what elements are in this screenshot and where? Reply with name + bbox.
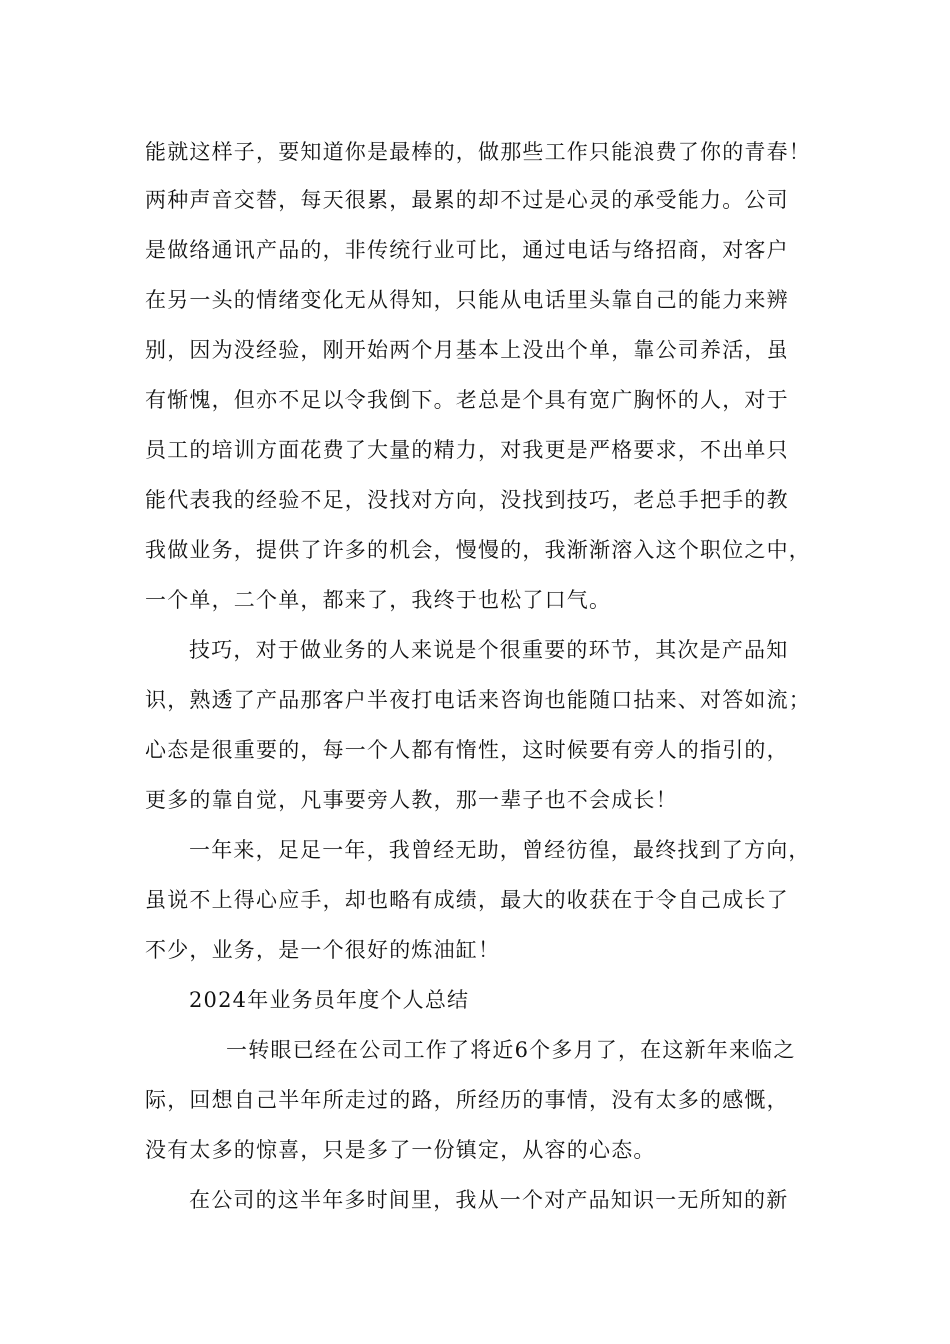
text-line: 心态是很重要的，每一个人都有惰性，这时候要有旁人的指引的， [145,738,789,762]
text-line: 能代表我的经验不足，没找对方向，没找到技巧，老总手把手的教 [145,488,789,512]
text-line: 两种声音交替，每天很累，最累的却不过是心灵的承受能力。公司 [145,188,789,212]
paragraph-start-line: 一年来，足足一年，我曾经无助，曾经彷徨，最终找到了方向， [189,838,811,862]
section-heading: 2024年业务员年度个人总结 [189,988,470,1012]
paragraph-start-line: 技巧，对于做业务的人来说是个很重要的环节，其次是产品知 [189,638,789,662]
paragraph-start-line: 在公司的这半年多时间里，我从一个对产品知识一无所知的新 [189,1188,789,1212]
text-line: 是做络通讯产品的，非传统行业可比，通过电话与络招商，对客户 [145,238,789,262]
text-line: 不少，业务，是一个很好的炼油缸！ [145,938,501,962]
text-line: 识，熟透了产品那客户半夜打电话来咨询也能随口拈来、对答如流； [145,688,811,712]
text-line: 虽说不上得心应手，却也略有成绩，最大的收获在于令自己成长了 [145,888,789,912]
text-line: 在另一头的情绪变化无从得知，只能从电话里头靠自己的能力来辨 [145,288,789,312]
text-line: 别，因为没经验，刚开始两个月基本上没出个单，靠公司养活，虽 [145,338,789,362]
text-line: 更多的靠自觉，凡事要旁人教，那一辈子也不会成长！ [145,788,678,812]
text-line: 员工的培训方面花费了大量的精力，对我更是严格要求，不出单只 [145,438,789,462]
text-line: 能就这样子，要知道你是最棒的，做那些工作只能浪费了你的青春！ [145,140,811,164]
text-line: 我做业务，提供了许多的机会，慢慢的，我渐渐溶入这个职位之中， [145,538,811,562]
text-line: 有惭愧，但亦不足以令我倒下。老总是个具有宽广胸怀的人，对于 [145,388,789,412]
text-line: 际，回想自己半年所走过的路，所经历的事情，没有太多的感慨， [145,1088,789,1112]
text-line: 没有太多的惊喜，只是多了一份镇定，从容的心态。 [145,1138,656,1162]
paragraph-start-line: 一转眼已经在公司工作了将近6个多月了，在这新年来临之 [226,1038,796,1062]
text-line: 一个单，二个单，都来了，我终于也松了口气。 [145,588,612,612]
